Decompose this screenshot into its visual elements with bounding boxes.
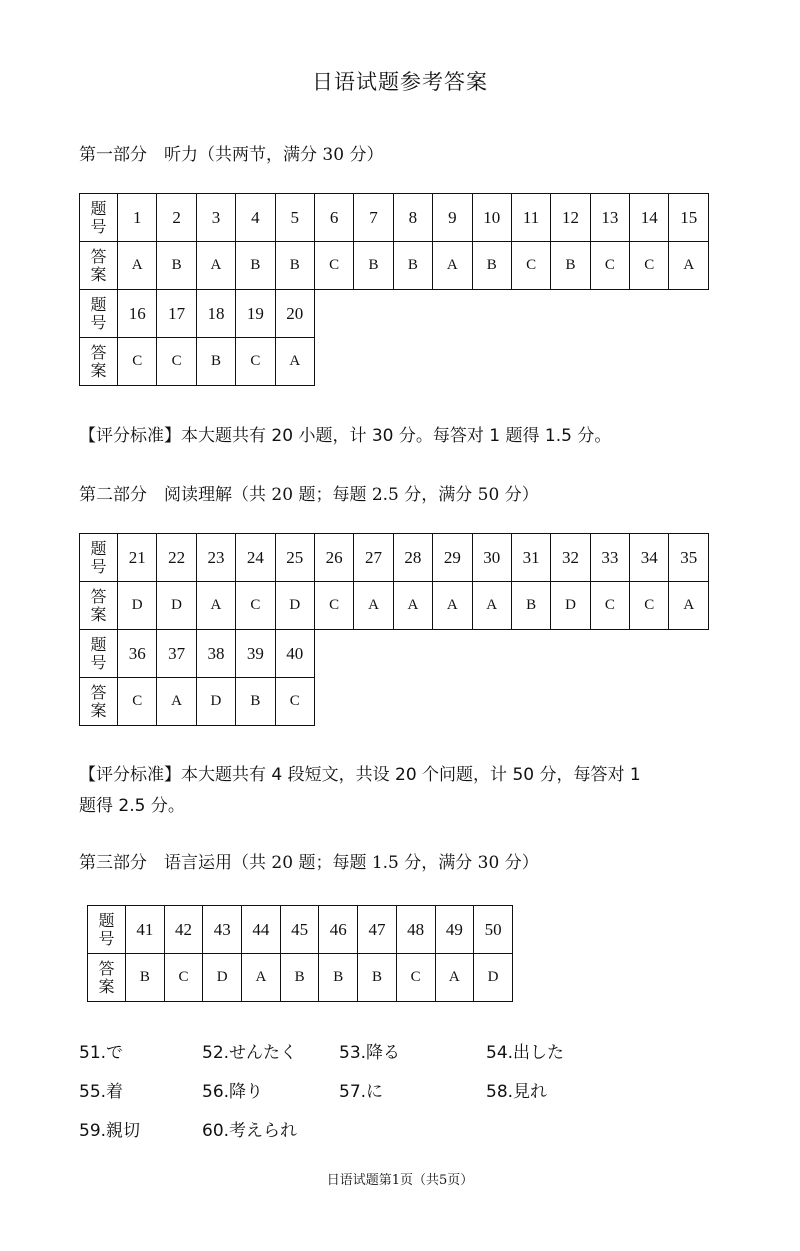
question-number-cell: 44 [242,906,281,954]
question-number-cell: 33 [590,534,629,582]
page-title: 日语试题参考答案 [312,70,488,94]
answer-cell: D [474,954,513,1002]
question-number-cell: 12 [551,194,590,242]
fill-answer-item: 55.着 [79,1082,124,1102]
part2-question-row [80,534,709,582]
question-number-cell: 35 [669,534,709,582]
question-number-cell: 38 [196,630,235,678]
question-number-cell: 20 [275,290,314,338]
answer-header: 答 案 [80,242,118,290]
fill-answer-item: 59.親切 [79,1121,141,1141]
empty-area [314,290,708,338]
answer-cell: A [433,582,472,630]
question-number-cell: 23 [196,534,235,582]
answer-cell: C [590,242,629,290]
question-number-header: 题 号 [80,194,118,242]
question-number-cell: 17 [157,290,196,338]
question-number-cell: 3 [196,194,235,242]
answer-cell: B [393,242,432,290]
fill-answer-item: 52.せんたく [202,1043,298,1063]
answer-cell: C [118,338,157,386]
answer-cell: A [354,582,393,630]
question-number-cell: 16 [118,290,157,338]
question-number-cell: 41 [126,906,165,954]
part2-heading: 第二部分 阅读理解（共 20 题；每题 2.5 分，满分 50 分） [79,485,539,505]
part2-scoring-note [79,760,719,822]
part2-scoring-line-2: 题得 2.5 分。 [79,796,185,816]
question-number-cell: 15 [669,194,709,242]
part3-heading: 第三部分 语言运用（共 20 题；每题 1.5 分，满分 30 分） [79,853,539,873]
part2-answer-row [80,582,709,630]
answer-cell: C [314,242,353,290]
answer-cell: C [157,338,196,386]
part1-heading: 第一部分 听力（共两节，满分 30 分） [79,145,384,165]
answer-cell: A [196,582,235,630]
fill-in-answers [79,1038,639,1141]
fill-answer-item: 54.出した [486,1043,565,1063]
question-number-cell: 39 [236,630,275,678]
question-number-cell: 34 [630,534,669,582]
answer-cell: A [196,242,235,290]
question-number-cell: 36 [118,630,157,678]
answer-cell: D [157,582,196,630]
answer-cell: C [630,582,669,630]
part3-question-row [88,906,513,954]
question-number-cell: 40 [275,630,314,678]
answer-cell: C [590,582,629,630]
part1-answer-row [80,242,709,290]
question-number-cell: 9 [433,194,472,242]
page-footer: 日语试题第1页（共5页） [326,1173,474,1188]
question-number-header: 题 号 [80,630,118,678]
answer-cell: B [511,582,550,630]
answer-cell: B [157,242,196,290]
answer-cell: A [433,242,472,290]
question-number-cell: 10 [472,194,511,242]
part1-answer-row-2 [80,338,709,386]
question-number-cell: 43 [203,906,242,954]
question-number-cell: 46 [319,906,358,954]
part2-answer-row-2 [80,678,709,726]
answer-cell: B [472,242,511,290]
answer-cell: D [551,582,590,630]
answer-cell: A [435,954,474,1002]
empty-area [314,630,708,678]
part1-question-row-2 [80,290,709,338]
answer-cell: A [157,678,196,726]
fill-answer-item: 58.見れ [486,1082,548,1102]
part3-answer-row [88,954,513,1002]
answer-cell: C [236,582,275,630]
answer-cell: C [396,954,435,1002]
answer-cell: A [472,582,511,630]
question-number-cell: 25 [275,534,314,582]
answer-cell: C [630,242,669,290]
answer-cell: B [551,242,590,290]
answer-cell: B [236,242,275,290]
question-number-cell: 4 [236,194,275,242]
answer-cell: A [393,582,432,630]
question-number-cell: 19 [236,290,275,338]
answer-cell: A [669,242,709,290]
question-number-header: 题 号 [80,290,118,338]
answer-cell: B [319,954,358,1002]
question-number-cell: 21 [118,534,157,582]
answer-cell: A [118,242,157,290]
question-number-cell: 47 [358,906,397,954]
answer-header: 答 案 [80,338,118,386]
empty-area [314,338,708,386]
question-number-cell: 27 [354,534,393,582]
question-number-cell: 50 [474,906,513,954]
answer-cell: D [203,954,242,1002]
answer-cell: C [314,582,353,630]
question-number-cell: 48 [396,906,435,954]
question-number-cell: 22 [157,534,196,582]
question-number-cell: 49 [435,906,474,954]
answer-header: 答 案 [88,954,126,1002]
question-number-header: 题 号 [80,534,118,582]
question-number-cell: 13 [590,194,629,242]
question-number-cell: 30 [472,534,511,582]
answer-cell: D [275,582,314,630]
part3-answer-table [87,905,513,1002]
answer-cell: B [236,678,275,726]
question-number-cell: 18 [196,290,235,338]
question-number-cell: 26 [314,534,353,582]
question-number-cell: 11 [511,194,550,242]
answer-cell: A [242,954,281,1002]
question-number-cell: 24 [236,534,275,582]
answer-cell: C [275,678,314,726]
question-number-header: 题 号 [88,906,126,954]
answer-cell: A [669,582,709,630]
question-number-cell: 28 [393,534,432,582]
fill-answer-item: 60.考えられ [202,1121,298,1141]
fill-answer-item: 57.に [339,1082,384,1102]
answer-header: 答 案 [80,582,118,630]
answer-cell: C [511,242,550,290]
question-number-cell: 37 [157,630,196,678]
part1-scoring-note: 【评分标准】本大题共有 20 小题，计 30 分。每答对 1 题得 1.5 分。 [79,426,612,446]
question-number-cell: 5 [275,194,314,242]
answer-cell: B [358,954,397,1002]
part1-question-row [80,194,709,242]
answer-cell: A [275,338,314,386]
question-number-cell: 6 [314,194,353,242]
answer-cell: B [354,242,393,290]
question-number-cell: 7 [354,194,393,242]
answer-cell: D [118,582,157,630]
fill-answer-item: 53.降る [339,1043,401,1063]
answer-cell: C [118,678,157,726]
answer-cell: D [196,678,235,726]
answer-header: 答 案 [80,678,118,726]
answer-cell: C [236,338,275,386]
question-number-cell: 8 [393,194,432,242]
question-number-cell: 32 [551,534,590,582]
question-number-cell: 14 [630,194,669,242]
question-number-cell: 1 [118,194,157,242]
question-number-cell: 2 [157,194,196,242]
answer-cell: B [126,954,165,1002]
empty-area [314,678,708,726]
fill-answer-item: 56.降り [202,1082,264,1102]
answer-cell: B [280,954,319,1002]
fill-answer-item: 51.で [79,1043,124,1063]
part1-answer-table [79,193,709,386]
answer-cell: C [164,954,203,1002]
part2-answer-table [79,533,709,726]
question-number-cell: 45 [280,906,319,954]
answer-cell: B [196,338,235,386]
question-number-cell: 31 [511,534,550,582]
part2-scoring-line-1: 【评分标准】本大题共有 4 段短文，共设 20 个问题，计 50 分，每答对 1 [79,765,641,785]
answer-cell: B [275,242,314,290]
question-number-cell: 29 [433,534,472,582]
part2-question-row-2 [80,630,709,678]
question-number-cell: 42 [164,906,203,954]
